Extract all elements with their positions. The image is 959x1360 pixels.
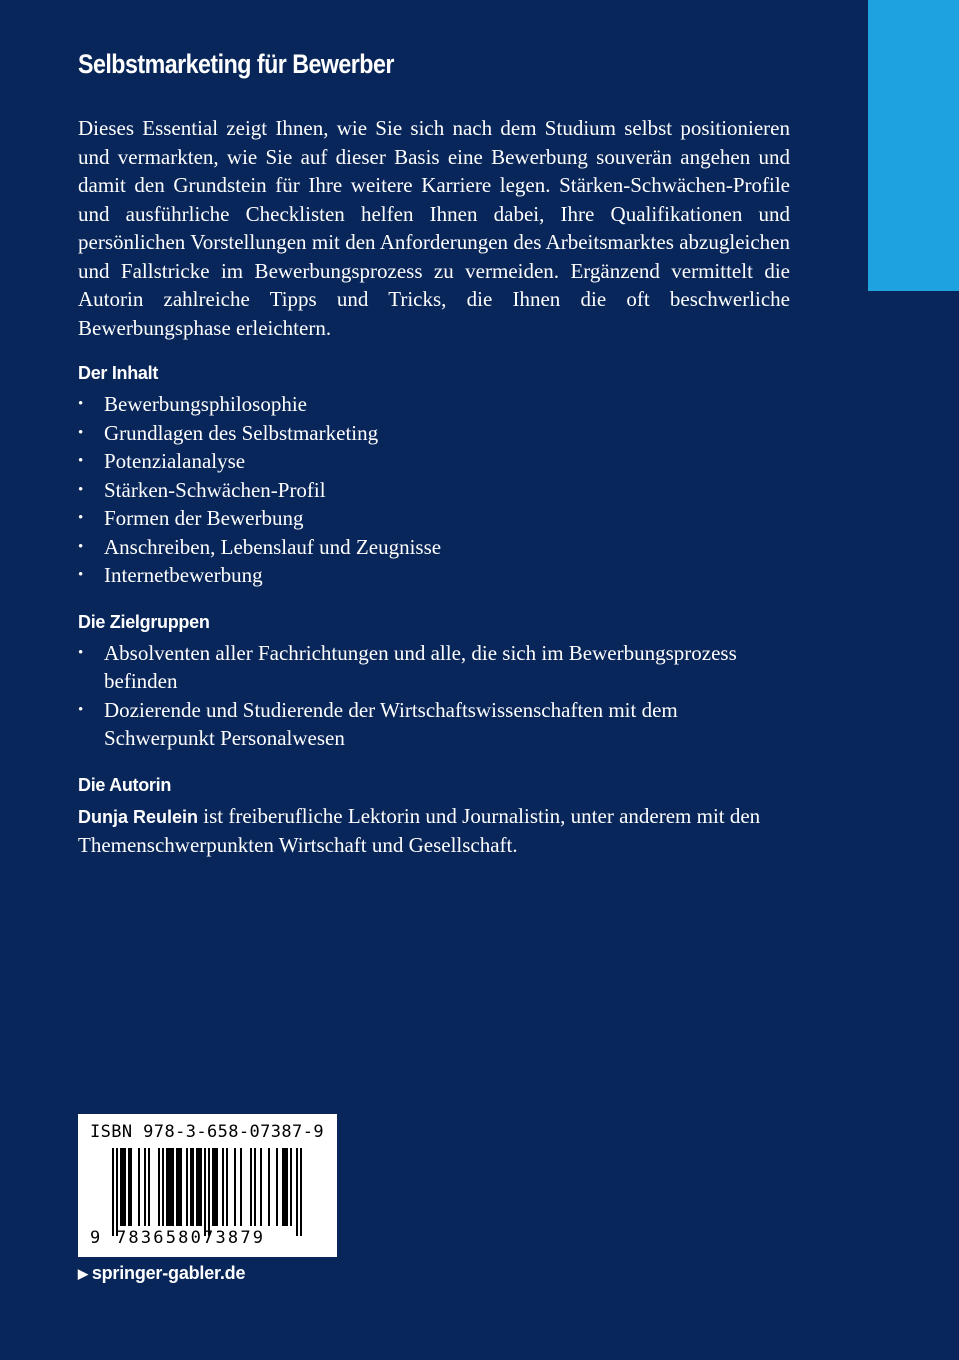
barcode-bar <box>254 1148 256 1226</box>
barcode-bar <box>276 1148 278 1226</box>
barcode-bar <box>162 1148 164 1226</box>
barcode-bar <box>190 1148 192 1226</box>
book-description: Dieses Essential zeigt Ihnen, wie Sie sich nach dem Studium selbst positionieren und vermarkten, wie Sie auf dieser Basis eine Bewerbung souverän angehen und damit den Grundstein für Ihre weitere Karriere legen. Stärken-Schwächen-Profile und ausführliche Checklisten helfen Ihnen dabei, Ihre Qualifikationen und persönlichen Vorstellungen mit den Anforderungen des Arbeitsmarktes abzugleichen und Fallstricke im Bewerbungsprozess zu vermeiden. Ergänzend vermittelt die Autorin zahlreiche Tipps und Tricks, die Ihnen die oft beschwerliche Bewerbungsphase erleichtern. <box>78 116 790 340</box>
barcode-bar <box>284 1148 286 1226</box>
barcode-bar <box>158 1148 160 1226</box>
barcode-bar <box>124 1148 126 1226</box>
list-item-text: Bewerbungsphilosophie <box>104 392 307 416</box>
barcode-bar <box>180 1148 182 1226</box>
list-item <box>78 696 792 753</box>
barcode-bar <box>234 1148 236 1226</box>
list-item <box>78 504 792 533</box>
barcode-bar <box>116 1148 118 1236</box>
list-item-text: Potenzialanalyse <box>104 449 246 473</box>
barcode-bar <box>268 1148 270 1226</box>
barcode-bar <box>120 1148 122 1226</box>
barcode-bar <box>226 1148 228 1226</box>
contents-list <box>78 390 792 590</box>
barcode-bar <box>300 1148 302 1236</box>
barcode-bar <box>216 1148 218 1226</box>
ean-first-digit: 9 <box>90 1228 101 1248</box>
isbn-barcode <box>78 1114 337 1257</box>
barcode-bar <box>214 1148 216 1226</box>
barcode-bar <box>282 1148 284 1226</box>
barcode-bar <box>198 1148 200 1226</box>
author-bio <box>78 802 792 860</box>
barcode-bar <box>128 1148 130 1226</box>
barcode-bar <box>286 1148 288 1226</box>
list-item-text: Anschreiben, Lebenslauf und Zeugnisse <box>104 534 442 559</box>
barcode-bar <box>138 1148 140 1226</box>
barcode-bar <box>260 1148 262 1226</box>
publisher-website[interactable] <box>78 1261 245 1287</box>
list-item <box>78 639 792 696</box>
barcode-bar <box>186 1148 188 1226</box>
bullet-icon: • <box>78 510 84 526</box>
bullet-icon: • <box>78 644 84 661</box>
list-item <box>78 533 792 562</box>
barcode-bar <box>168 1148 170 1226</box>
author-name: Dunja Reulein <box>78 806 199 827</box>
accent-bar <box>868 0 959 291</box>
barcode-bar <box>296 1148 298 1236</box>
barcode-bar <box>290 1148 292 1226</box>
back-cover-content <box>78 44 792 860</box>
list-item-text: Internetbewerbung <box>104 563 263 587</box>
barcode-bar <box>200 1148 202 1226</box>
target-groups-list <box>78 639 792 753</box>
barcode-bar <box>148 1148 150 1226</box>
list-item-text: Absolventen aller Fachrichtungen und alle, die sich im Bewerbungsprozess befinden <box>104 640 737 693</box>
barcode-bar <box>250 1148 252 1226</box>
bullet-icon: • <box>78 567 84 583</box>
isbn-label: ISBN 978-3-658-07387-9 <box>90 1122 324 1142</box>
barcode-bar <box>170 1148 172 1226</box>
list-item <box>78 476 792 505</box>
play-arrow-icon: ▶ <box>78 1266 88 1281</box>
list-item-text: Dozierende und Studierende der Wirtschaftswissenschaften mit dem Schwerpunkt Personalwesen <box>104 697 678 750</box>
list-item <box>78 447 792 476</box>
ean-digits: 783658073879 <box>116 1228 266 1248</box>
author-heading: Die Autorin <box>78 774 172 795</box>
barcode-bar <box>222 1148 224 1226</box>
barcode-bar <box>196 1148 198 1226</box>
target-groups-heading: Die Zielgruppen <box>78 611 210 632</box>
barcode-bar <box>176 1148 178 1226</box>
list-item <box>78 419 792 448</box>
barcode-bar <box>192 1148 194 1226</box>
barcode-bar <box>240 1148 242 1226</box>
contents-heading: Der Inhalt <box>78 363 159 383</box>
list-item <box>78 561 792 590</box>
barcode-bar <box>112 1148 114 1236</box>
barcode-bar <box>204 1148 206 1236</box>
barcode-bar <box>208 1148 210 1236</box>
list-item-text: Formen der Bewerbung <box>104 506 304 530</box>
barcode-bars <box>108 1148 312 1238</box>
bullet-icon: • <box>78 701 84 718</box>
book-title: Selbstmarketing für Bewerber <box>78 49 394 79</box>
bullet-icon: • <box>78 424 84 441</box>
bullet-icon: • <box>78 538 84 555</box>
website-link[interactable]: springer-gabler.de <box>91 1263 246 1283</box>
barcode-bar <box>172 1148 174 1226</box>
barcode-bar <box>212 1148 214 1226</box>
bullet-icon: • <box>78 396 84 412</box>
barcode-bar <box>144 1148 146 1226</box>
barcode-bar <box>122 1148 124 1226</box>
barcode-bar <box>178 1148 180 1226</box>
barcode-bar <box>130 1148 132 1226</box>
list-item-text: Grundlagen des Selbstmarketing <box>104 420 379 445</box>
list-item <box>78 390 792 419</box>
bullet-icon: • <box>78 453 84 469</box>
author-bio-text: ist freiberufliche Lektorin und Journalistin, unter anderem mit den Themenschwerpunkten Wirtschaft und Gesellschaft. <box>78 803 761 857</box>
barcode-bar <box>166 1148 168 1226</box>
list-item-text: Stärken-Schwächen-Profil <box>104 477 326 502</box>
bullet-icon: • <box>78 481 84 498</box>
